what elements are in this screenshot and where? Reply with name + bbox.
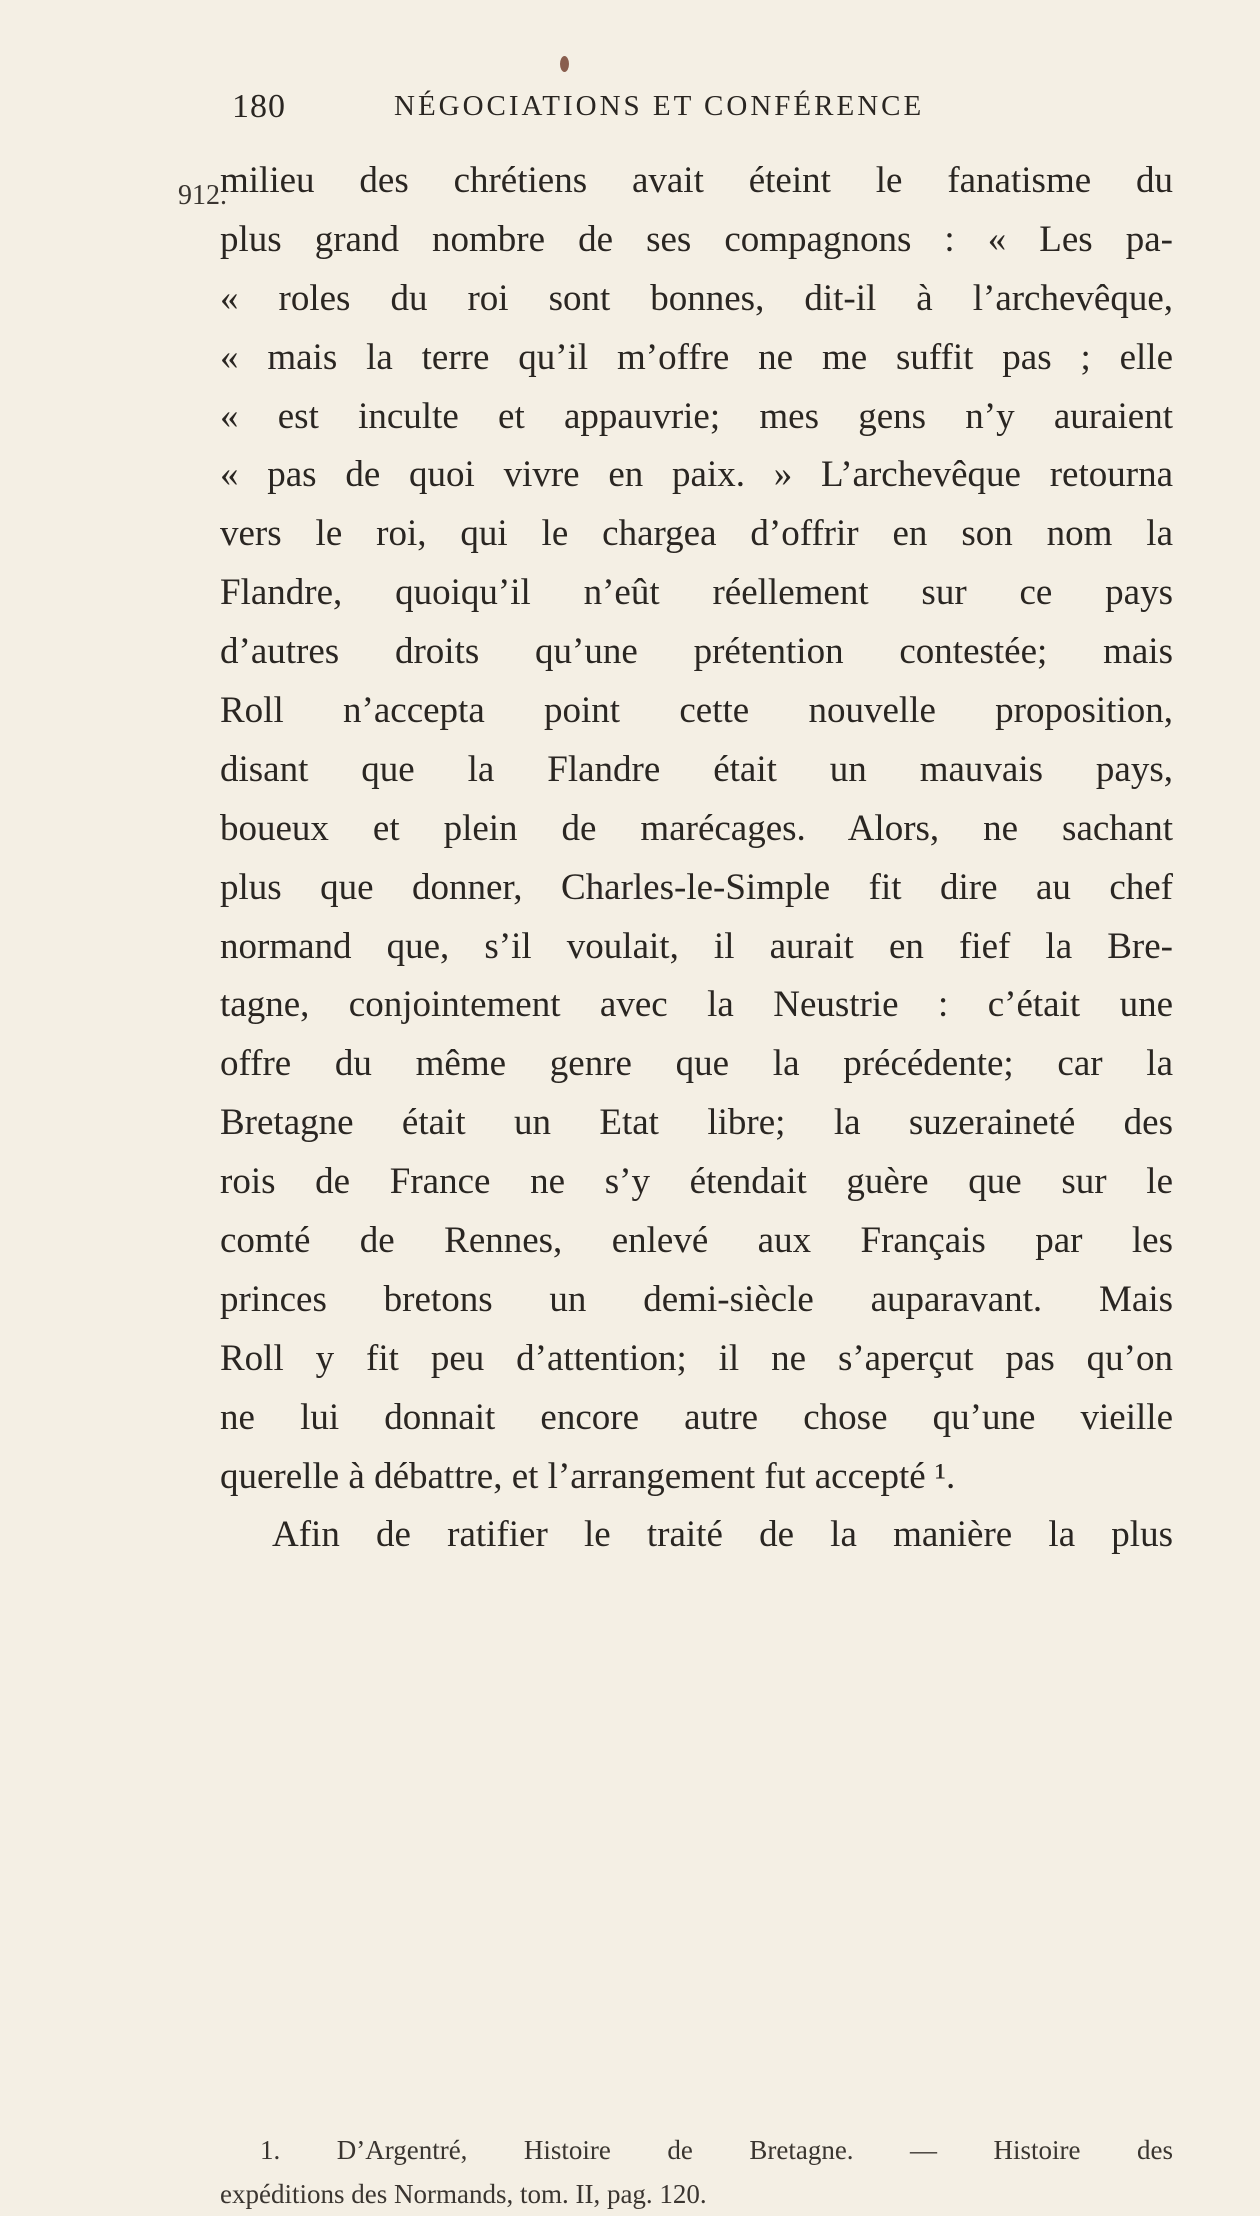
text-line: plus que donner, Charles-le-Simple fit dire au chef bbox=[220, 866, 1173, 908]
ink-spot bbox=[560, 56, 569, 72]
text-line-paragraph-end: querelle à débattre, et l’arrangement fut accepté ¹. bbox=[220, 1455, 956, 1497]
text-line: « pas de quoi vivre en paix. » L’archevêque retourna bbox=[220, 454, 1173, 496]
text-line: vers le roi, qui le chargea d’offrir en son nom la bbox=[220, 513, 1173, 555]
text-line: d’autres droits qu’une prétention contestée; mais bbox=[220, 631, 1173, 673]
footnote bbox=[220, 2128, 1173, 2216]
text-line: « mais la terre qu’il m’offre ne me suffit pas ; elle bbox=[220, 336, 1173, 378]
text-line: « roles du roi sont bonnes, dit-il à l’archevêque, bbox=[220, 277, 1173, 319]
margin-year-note: 912. bbox=[178, 180, 227, 211]
text-line: plus grand nombre de ses compagnons : « Les pa- bbox=[220, 218, 1173, 260]
footnote-line: expéditions des Normands, tom. II, pag. 120. bbox=[220, 2179, 707, 2209]
text-line: Roll n’accepta point cette nouvelle proposition, bbox=[220, 690, 1173, 732]
text-line: rois de France ne s’y étendait guère que sur le bbox=[220, 1161, 1173, 1203]
page-number: 180 bbox=[232, 88, 286, 125]
text-line: comté de Rennes, enlevé aux Français par les bbox=[220, 1220, 1173, 1262]
text-line: Bretagne était un Etat libre; la suzeraineté des bbox=[220, 1102, 1173, 1144]
text-line: tagne, conjointement avec la Neustrie : c’était une bbox=[220, 984, 1173, 1026]
text-line: offre du même genre que la précédente; car la bbox=[220, 1043, 1173, 1085]
running-title: NÉGOCIATIONS ET CONFÉRENCE bbox=[394, 90, 925, 122]
text-line-paragraph-start: Afin de ratifier le traité de la manière la plus bbox=[272, 1514, 1173, 1556]
running-head bbox=[232, 88, 1012, 128]
text-line: boueux et plein de marécages. Alors, ne sachant bbox=[220, 807, 1173, 849]
footnote-line: 1. D’Argentré, Histoire de Bretagne. — Histoire des bbox=[260, 2135, 1173, 2165]
text-line: milieu des chrétiens avait éteint le fanatisme du bbox=[220, 160, 1173, 201]
text-line: Flandre, quoiqu’il n’eût réellement sur ce pays bbox=[220, 572, 1173, 614]
body-text bbox=[220, 152, 1173, 1565]
text-line: Roll y fit peu d’attention; il ne s’aperçut pas qu’on bbox=[220, 1337, 1173, 1379]
text-line: normand que, s’il voulait, il aurait en fief la Bre- bbox=[220, 925, 1173, 967]
text-line: disant que la Flandre était un mauvais pays, bbox=[220, 748, 1173, 790]
text-line: princes bretons un demi-siècle auparavant. Mais bbox=[220, 1278, 1173, 1320]
text-line: « est inculte et appauvrie; mes gens n’y auraient bbox=[220, 395, 1173, 437]
text-line: ne lui donnait encore autre chose qu’une vieille bbox=[220, 1396, 1173, 1438]
